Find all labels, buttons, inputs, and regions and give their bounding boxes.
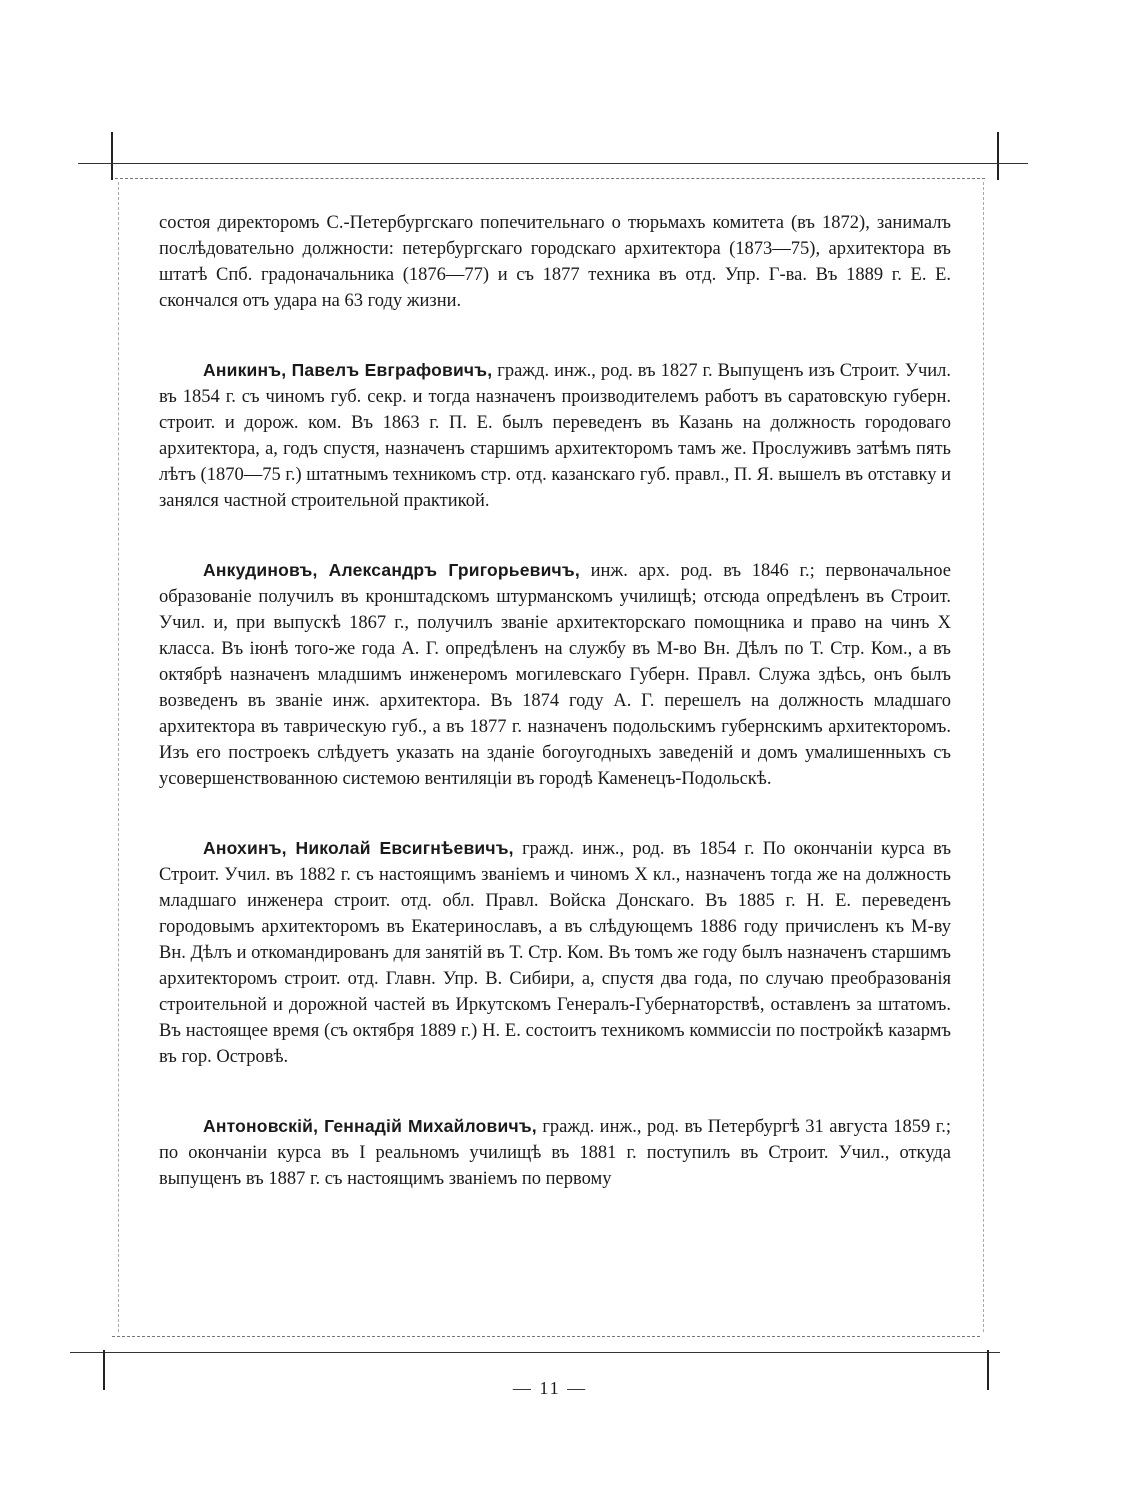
frame-rule-top-outer bbox=[78, 163, 1028, 164]
entry-text: гражд. инж., род. въ 1827 г. Выпущенъ изъ Строит. Учил. въ 1854 г. съ чиномъ губ. секр. и тогда назначенъ производителемъ работъ въ саратовскую губерн. строит. и дорож. ком. Въ 1863 г. П. Е. былъ переведенъ въ Казань на должность городоваго архитектора, а, годъ спустя, назначенъ старшимъ архитекторомъ тамъ же. Прослуживъ затѣмъ пять лѣтъ (1870—75 г.) штатнымъ техникомъ стр. отд. казанскаго губ. правл., П. Я. вышелъ въ отставку и занялся частной строительной практикой. bbox=[159, 361, 952, 511]
frame-rule-top-inner bbox=[115, 178, 985, 179]
entry-anikin bbox=[159, 357, 951, 514]
entry-text: гражд. инж., род. въ 1854 г. По окончаніи курса въ Строит. Учил. въ 1882 г. съ настоящимъ званіемъ и чиномъ X кл., назначенъ тогда же на должность младшаго инженера строит. отд. обл. Правл. Войска Донскаго. Въ 1885 г. Н. Е. переведенъ городовымъ архитекторомъ въ Екатеринославъ, а въ слѣдующемъ 1886 году причисленъ къ М-ву Вн. Дѣлъ и откомандированъ для занятій въ Т. Стр. Ком. Въ томъ же году былъ назначенъ старшимъ архитекторомъ строит. отд. Главн. Упр. В. Сибири, а, спустя два года, по случаю преобразованія строительной и дорожной частей въ Иркутскомъ Генералъ-Губернаторствѣ, оставленъ за штатомъ. Въ настоящее время (съ октября 1889 г.) Н. Е. состоитъ техникомъ коммиссіи по постройкѣ казармъ въ гор. Островѣ. bbox=[159, 839, 952, 1067]
frame-rule-bottom-outer bbox=[70, 1352, 1000, 1353]
entry-name: Анкудиновъ, Александръ Григорьевичъ, bbox=[203, 560, 580, 580]
entry-antonovsky bbox=[159, 1113, 951, 1192]
frame-margin-left bbox=[118, 182, 119, 1332]
frame-tick-top-right bbox=[997, 132, 999, 180]
frame-margin-right bbox=[983, 182, 984, 1332]
entry-name: Анохинъ, Николай Евсигнѣевичъ, bbox=[203, 838, 514, 858]
frame-tick-top-left bbox=[111, 132, 113, 180]
entry-ankudinov bbox=[159, 557, 951, 792]
intro-paragraph: состоя директоромъ С.-Петербургскаго попечительнаго о тюрьмахъ комитета (въ 1872), занималъ послѣдовательно должности: петербургскаго городскаго архитектора (1873—75), архитектора въ штатѣ Спб. градоначальника (1876—77) и съ 1877 техника въ отд. Упр. Г-ва. Въ 1889 г. Е. Е. скончался отъ удара на 63 году жизни. bbox=[159, 213, 951, 311]
frame-rule-bottom-inner bbox=[112, 1336, 980, 1337]
entry-text: гражд. инж., род. въ Петербургѣ 31 августа 1859 г.; по окончаніи курса въ I реальномъ училищѣ въ 1881 г. поступилъ въ Строит. Учил., откуда выпущенъ въ 1887 г. съ настоящимъ званіемъ по первому bbox=[159, 1117, 951, 1189]
page-body bbox=[159, 210, 951, 1235]
entry-name: Антоновскій, Геннадій Михайловичъ, bbox=[203, 1116, 537, 1136]
entry-name: Аникинъ, Павелъ Евграфовичъ, bbox=[203, 360, 493, 380]
entry-anokhin bbox=[159, 835, 951, 1070]
page-number: — 11 — bbox=[512, 1378, 588, 1398]
entry-text: инж. арх. род. въ 1846 г.; первоначальное образованіе получилъ въ кронштадскомъ штурманскомъ училищѣ; отсюда опредѣленъ въ Строит. Учил. и, при выпускѣ 1867 г., получилъ званіе архитекторскаго помощника и право на чинъ X класса. Въ іюнѣ того-же года А. Г. опредѣленъ на службу въ М-во Вн. Дѣлъ по Т. Стр. Ком., а въ октябрѣ назначенъ младшимъ инженеромъ могилевскаго Губерн. Правл. Служа здѣсь, онъ былъ возведенъ въ званіе инж. архитектора. Въ 1874 году А. Г. перешелъ на должность младшаго архитектора въ таврическую губ., а въ 1877 г. назначенъ подольскимъ губернскимъ архитекторомъ. Изъ его построекъ слѣдуетъ указать на зданіе богоугодныхъ заведеній и домъ умалишенныхъ съ усовершенствованною системою вентиляціи въ городѣ Каменецъ-Подольскѣ. bbox=[159, 561, 951, 789]
